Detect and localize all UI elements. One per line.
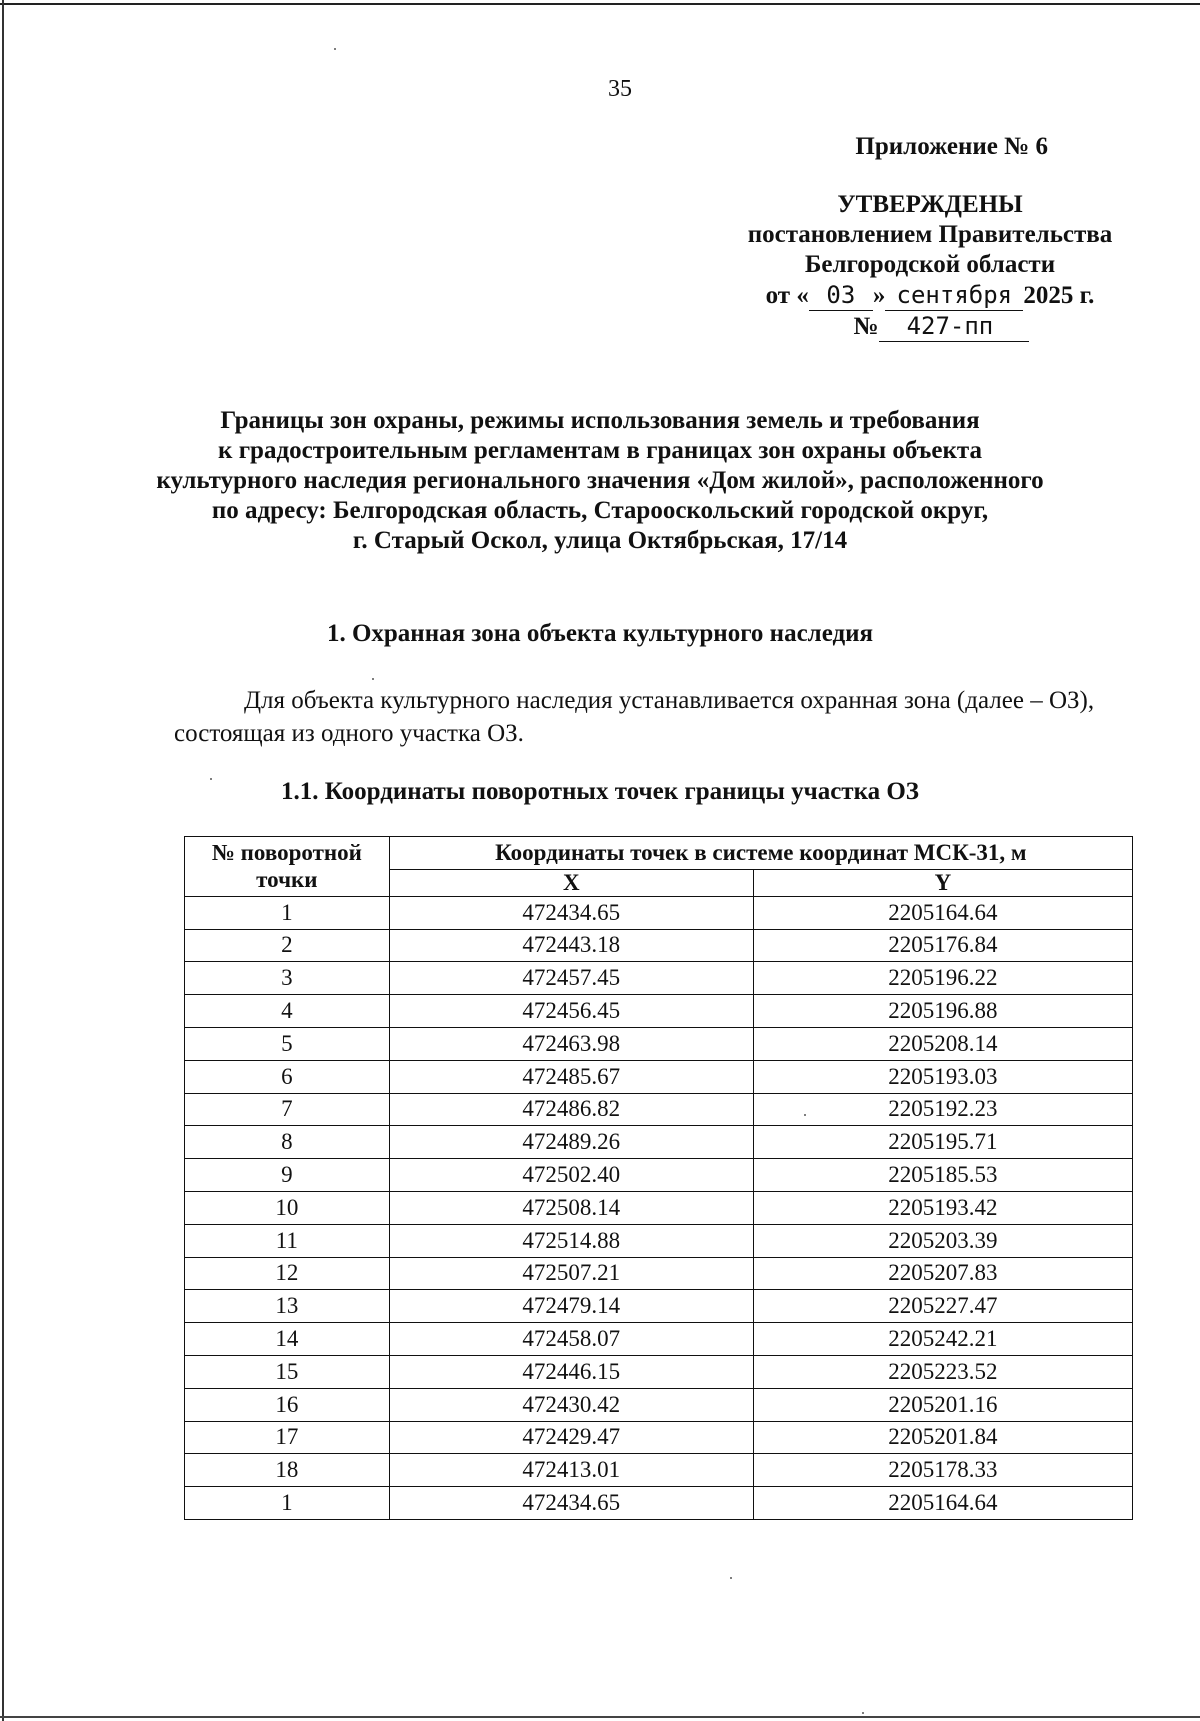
y-coordinate-cell: 2205195.71 <box>753 1126 1132 1159</box>
point-number-cell: 8 <box>185 1126 390 1159</box>
x-coordinate-cell: 472434.65 <box>389 1487 753 1520</box>
x-coordinate-cell: 472463.98 <box>389 1027 753 1060</box>
y-coordinate-cell: 2205178.33 <box>753 1454 1132 1487</box>
table-row <box>185 1060 1133 1093</box>
y-coordinate-cell: 2205203.39 <box>753 1224 1132 1257</box>
header-x: X <box>389 869 753 896</box>
table-row <box>185 1454 1133 1487</box>
table-body <box>185 896 1133 1519</box>
x-coordinate-cell: 472458.07 <box>389 1323 753 1356</box>
title-line: г. Старый Оскол, улица Октябрьская, 17/14 <box>352 527 848 554</box>
section-heading: 1. Охранная зона объекта культурного наследия <box>326 620 874 647</box>
x-coordinate-cell: 472489.26 <box>389 1126 753 1159</box>
y-coordinate-cell: 2205223.52 <box>753 1355 1132 1388</box>
scan-speck <box>730 1577 732 1579</box>
y-coordinate-cell: 2205192.23 <box>753 1093 1132 1126</box>
subsection-heading: 1.1. Координаты поворотных точек границы участка ОЗ <box>281 778 919 805</box>
point-number-cell: 1 <box>185 1487 390 1520</box>
y-coordinate-cell: 2205207.83 <box>753 1257 1132 1290</box>
y-coordinate-cell: 2205193.42 <box>753 1191 1132 1224</box>
table-row <box>185 1355 1133 1388</box>
x-coordinate-cell: 472502.40 <box>389 1159 753 1192</box>
approved-by-line2: Белгородской области <box>804 251 1056 278</box>
y-coordinate-cell: 2205201.84 <box>753 1421 1132 1454</box>
y-coordinate-cell: 2205227.47 <box>753 1290 1132 1323</box>
x-coordinate-cell: 472486.82 <box>389 1093 753 1126</box>
number-prefix: № <box>853 313 879 340</box>
header-coordinates: Координаты точек в системе координат МСК-31, м <box>389 837 1132 870</box>
x-coordinate-cell: 472485.67 <box>389 1060 753 1093</box>
table-row <box>185 1421 1133 1454</box>
paragraph-line: Для объекта культурного наследия устанавливается охранная зона (далее – ОЗ), <box>244 687 1095 714</box>
y-coordinate-cell: 2205185.53 <box>753 1159 1132 1192</box>
x-coordinate-cell: 472456.45 <box>389 995 753 1028</box>
x-coordinate-cell: 472429.47 <box>389 1421 753 1454</box>
point-number-cell: 18 <box>185 1454 390 1487</box>
y-coordinate-cell: 2205164.64 <box>753 896 1132 929</box>
x-coordinate-cell: 472508.14 <box>389 1191 753 1224</box>
table-row <box>185 1224 1133 1257</box>
table-row <box>185 1323 1133 1356</box>
y-coordinate-cell: 2205242.21 <box>753 1323 1132 1356</box>
number-value: 427-пп <box>879 311 1029 342</box>
scan-speck <box>862 1712 864 1714</box>
date-mid: » <box>872 282 886 309</box>
scan-speck <box>334 48 336 50</box>
table-row <box>185 1126 1133 1159</box>
point-number-cell: 6 <box>185 1060 390 1093</box>
table-row <box>185 995 1133 1028</box>
point-number-cell: 3 <box>185 962 390 995</box>
x-coordinate-cell: 472507.21 <box>389 1257 753 1290</box>
x-coordinate-cell: 472443.18 <box>389 929 753 962</box>
approval-block <box>720 190 1140 342</box>
y-coordinate-cell: 2205201.16 <box>753 1388 1132 1421</box>
title-line: по адресу: Белгородская область, Старооскольский городской округ, <box>211 497 989 524</box>
point-number-cell: 15 <box>185 1355 390 1388</box>
table-row <box>185 929 1133 962</box>
date-year: 2025 г. <box>1023 282 1095 309</box>
title-line: к градостроительным регламентам в границах зон охраны объекта <box>218 437 982 464</box>
x-coordinate-cell: 472434.65 <box>389 896 753 929</box>
point-number-cell: 5 <box>185 1027 390 1060</box>
table-row <box>185 1159 1133 1192</box>
x-coordinate-cell: 472413.01 <box>389 1454 753 1487</box>
y-coordinate-cell: 2205193.03 <box>753 1060 1132 1093</box>
date-day: 03 <box>809 280 873 311</box>
point-number-cell: 10 <box>185 1191 390 1224</box>
table-row <box>185 1027 1133 1060</box>
title-line: культурного наследия регионального значения «Дом жилой», расположенного <box>156 467 1044 494</box>
x-coordinate-cell: 472457.45 <box>389 962 753 995</box>
x-coordinate-cell: 472430.42 <box>389 1388 753 1421</box>
table-row <box>185 1388 1133 1421</box>
body-paragraph <box>174 684 1154 750</box>
approval-date <box>720 280 1140 311</box>
y-coordinate-cell: 2205164.64 <box>753 1487 1132 1520</box>
scan-edge-top <box>0 3 1200 5</box>
x-coordinate-cell: 472446.15 <box>389 1355 753 1388</box>
table-row <box>185 896 1133 929</box>
approved-by-line1: постановлением Правительства <box>747 221 1113 248</box>
point-number-cell: 13 <box>185 1290 390 1323</box>
title-line: Границы зон охраны, режимы использования земель и требования <box>220 407 980 434</box>
table-row <box>185 962 1133 995</box>
point-number-cell: 9 <box>185 1159 390 1192</box>
point-number-cell: 2 <box>185 929 390 962</box>
point-number-cell: 12 <box>185 1257 390 1290</box>
y-coordinate-cell: 2205196.88 <box>753 995 1132 1028</box>
paragraph-line: состоящая из одного участка ОЗ. <box>174 720 524 747</box>
coordinates-table <box>184 836 1133 1520</box>
y-coordinate-cell: 2205176.84 <box>753 929 1132 962</box>
scan-speck <box>372 678 374 680</box>
point-number-cell: 1 <box>185 896 390 929</box>
y-coordinate-cell: 2205208.14 <box>753 1027 1132 1060</box>
table-row <box>185 1257 1133 1290</box>
header-y: Y <box>753 869 1132 896</box>
document-title <box>140 406 1060 556</box>
table-row <box>185 1487 1133 1520</box>
point-number-cell: 7 <box>185 1093 390 1126</box>
approval-number <box>720 311 1140 342</box>
point-number-cell: 11 <box>185 1224 390 1257</box>
header-point-number: № поворотной точки <box>185 837 390 897</box>
table-row <box>185 1191 1133 1224</box>
point-number-cell: 16 <box>185 1388 390 1421</box>
point-number-cell: 4 <box>185 995 390 1028</box>
scan-edge-left <box>2 0 4 1721</box>
page-number: 35 <box>608 76 632 102</box>
x-coordinate-cell: 472514.88 <box>389 1224 753 1257</box>
appendix-label: Приложение № 6 <box>855 133 1048 160</box>
scan-edge-bottom <box>0 1716 1200 1718</box>
table-row <box>185 1290 1133 1323</box>
date-prefix: от « <box>765 282 809 309</box>
date-month: сентября <box>885 280 1023 311</box>
approved-label: УТВЕРЖДЕНЫ <box>837 191 1023 218</box>
y-coordinate-cell: 2205196.22 <box>753 962 1132 995</box>
point-number-cell: 14 <box>185 1323 390 1356</box>
x-coordinate-cell: 472479.14 <box>389 1290 753 1323</box>
point-number-cell: 17 <box>185 1421 390 1454</box>
table-row <box>185 1093 1133 1126</box>
